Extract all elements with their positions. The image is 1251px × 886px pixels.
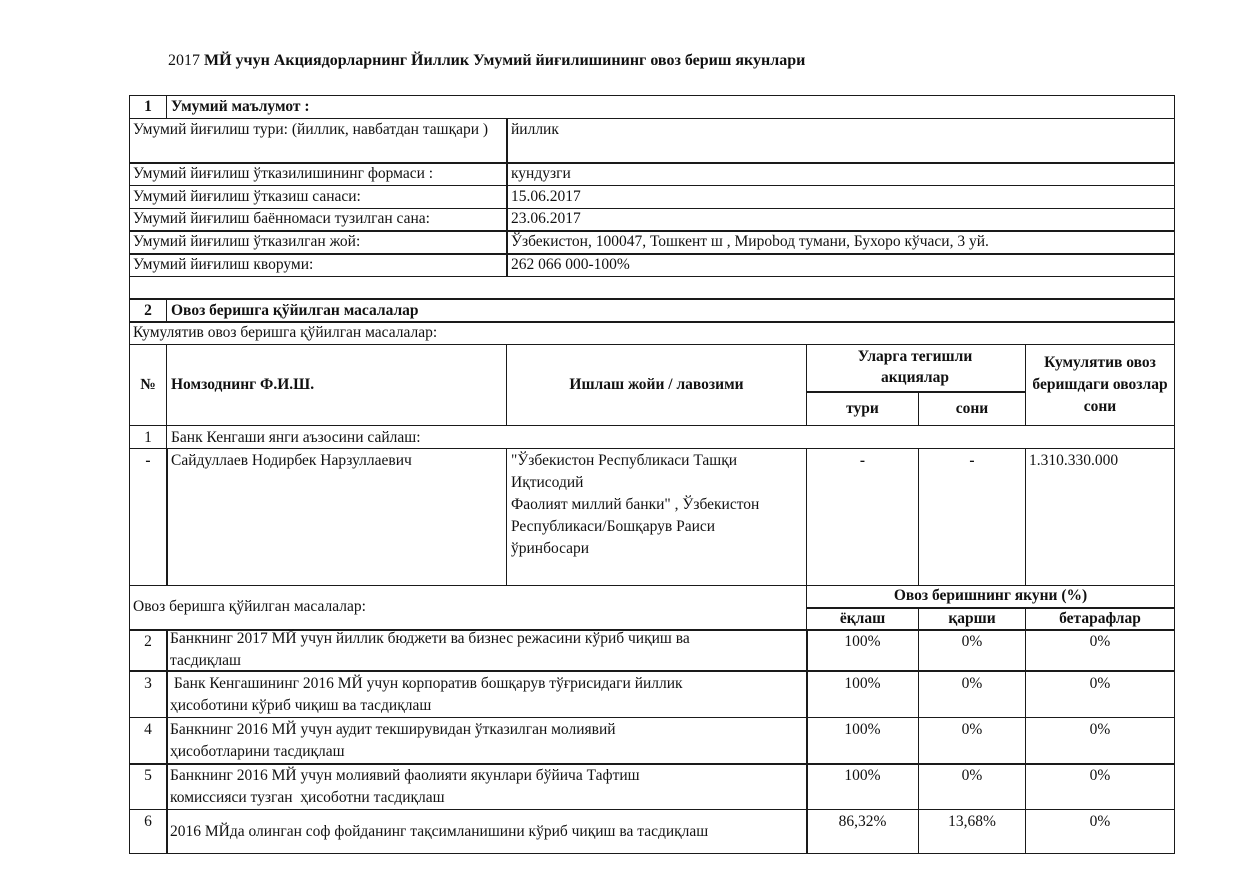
section2-number: 2 bbox=[144, 302, 152, 319]
issue-abstain: 0% bbox=[1089, 767, 1111, 784]
section1-number: 1 bbox=[144, 98, 152, 115]
issue-text-line: ҳисоботларини тасдиқлаш bbox=[170, 743, 345, 760]
divider bbox=[129, 276, 1175, 277]
candidate-shares-count: - bbox=[969, 452, 975, 469]
info-label: Умумий йиғилиш тури: (йиллик, навбатдан ташқари ) bbox=[133, 121, 489, 138]
divider bbox=[129, 425, 1175, 426]
issues-label: Овоз беришга қўйилган масалалар: bbox=[133, 598, 366, 615]
divider bbox=[129, 670, 1175, 672]
divider bbox=[166, 630, 168, 854]
issue-abstain: 0% bbox=[1089, 633, 1111, 650]
issue-against: 0% bbox=[961, 675, 983, 692]
issue-against: 13,68% bbox=[948, 813, 996, 830]
info-value: йиллик bbox=[511, 121, 559, 138]
header-shares-count: сони bbox=[955, 400, 989, 417]
divider bbox=[806, 391, 1026, 393]
candidate-votes: 1.310.330.000 bbox=[1029, 452, 1119, 469]
workplace-line: Республикаси/Бошқарув Раиси bbox=[511, 518, 716, 535]
issue-for: 86,32% bbox=[838, 813, 887, 830]
header-shares-group: Уларга тегишли акциялар bbox=[857, 348, 973, 386]
results-header: Овоз беришнинг якуни (%) bbox=[893, 587, 1088, 604]
results-col-against: қарши bbox=[948, 610, 996, 627]
issue-abstain: 0% bbox=[1089, 675, 1111, 692]
divider bbox=[166, 426, 167, 448]
issue-number: 3 bbox=[144, 675, 152, 692]
header-number: № bbox=[140, 376, 156, 393]
divider bbox=[166, 448, 168, 585]
info-value: Ўзбекистон, 100047, Тошкент ш , Мирobод тумани, Бухоро кўчаси, 3 уй. bbox=[511, 233, 989, 250]
issue-against: 0% bbox=[961, 767, 983, 784]
info-label: Умумий йиғилиш ўтказиш санаси: bbox=[133, 188, 361, 205]
results-col-for: ёқлаш bbox=[839, 610, 886, 627]
candidate-name: Сайдуллаев Нодирбек Нарзуллаевич bbox=[171, 452, 412, 469]
candidate-workplace bbox=[511, 450, 806, 560]
divider bbox=[129, 448, 1175, 449]
header-shares-type: тури bbox=[846, 400, 879, 417]
issue-text-line: Банкнинг 2017 МЙ учун йиллик бюджети ва бизнес режасини кўриб чиқиш ва bbox=[170, 630, 690, 647]
divider bbox=[129, 344, 1175, 345]
issue-text-line: тасдиқлаш bbox=[170, 652, 241, 669]
title-text: МЙ учун Акциядорларнинг Йиллик Умумий йиғилишининг овоз бериш якунлари bbox=[204, 52, 806, 69]
workplace-line: "Ўзбекистон Республикаси Ташқи bbox=[511, 452, 738, 469]
election-label: Банк Кенгаши янги аъзосини сайлаш: bbox=[171, 429, 421, 446]
title-year: 2017 bbox=[168, 52, 200, 69]
info-value: 262 066 000-100% bbox=[511, 256, 630, 273]
candidate-marker: - bbox=[145, 452, 151, 469]
info-value: 15.06.2017 bbox=[511, 188, 581, 205]
issue-for: 100% bbox=[844, 767, 881, 784]
issue-text-line: Банкнинг 2016 МЙ учун молиявий фаолияти якунлари бўйича Тафтиш bbox=[170, 767, 640, 784]
issue-for: 100% bbox=[844, 633, 881, 650]
issue-abstain: 0% bbox=[1089, 721, 1111, 738]
issue-for: 100% bbox=[844, 721, 881, 738]
info-label: Умумий йиғилиш ўтказилишининг формаси : bbox=[133, 165, 434, 182]
divider bbox=[166, 299, 167, 322]
election-number: 1 bbox=[144, 429, 152, 446]
issue-text-line: Банкнинг 2016 МЙ учун аудит текширувидан ўтказилган молиявий bbox=[170, 721, 616, 738]
header-name: Номзоднинг Ф.И.Ш. bbox=[171, 376, 315, 393]
divider bbox=[506, 448, 507, 585]
header-cumulative-votes: Кумулятив овоз беришдаги овозлар сони bbox=[1032, 354, 1168, 415]
issue-against: 0% bbox=[961, 633, 983, 650]
workplace-line: ўринбосари bbox=[511, 540, 590, 557]
info-label: Умумий йиғилиш баённомаси тузилган сана: bbox=[133, 210, 430, 227]
info-label: Умумий йиғилиш ўтказилган жой: bbox=[133, 233, 361, 250]
workplace-line: Фаолият миллий банки" , Ўзбекистон bbox=[511, 496, 760, 513]
issue-number: 6 bbox=[144, 813, 152, 830]
issue-number: 4 bbox=[144, 721, 152, 738]
issue-abstain: 0% bbox=[1089, 813, 1111, 830]
divider bbox=[129, 717, 1175, 718]
issue-text-line: Банк Кенгашининг 2016 МЙ учун корпоратив бошқарув тўғрисидаги йиллик bbox=[170, 675, 683, 692]
divider bbox=[166, 95, 167, 118]
divider bbox=[1025, 344, 1026, 425]
workplace-line: Иқтисодий bbox=[511, 474, 584, 491]
issue-for: 100% bbox=[844, 675, 881, 692]
section2-heading: Овоз беришга қўйилган масалалар bbox=[171, 302, 419, 319]
header-workplace: Ишлаш жойи / лавозими bbox=[569, 376, 744, 393]
page-title bbox=[168, 52, 805, 70]
issue-number: 5 bbox=[144, 767, 152, 784]
issue-against: 0% bbox=[961, 721, 983, 738]
issue-text-line: комиссияси тузган ҳисоботни тасдиқлаш bbox=[170, 789, 445, 806]
info-label: Умумий йиғилиш кворуми: bbox=[133, 256, 314, 273]
table-border-bottom bbox=[129, 853, 1175, 854]
issue-number: 2 bbox=[144, 633, 152, 650]
results-col-abstain: бетарафлар bbox=[1059, 610, 1141, 627]
cumulative-label: Кумулятив овоз беришга қўйилган масалалар: bbox=[133, 324, 438, 341]
candidate-shares-type: - bbox=[859, 452, 866, 469]
divider bbox=[166, 344, 167, 425]
section1-heading: Умумий маълумот : bbox=[171, 98, 310, 115]
info-value: 23.06.2017 bbox=[511, 210, 581, 227]
divider bbox=[1025, 448, 1026, 585]
issue-text-line: ҳисоботини кўриб чиқиш ва тасдиқлаш bbox=[170, 697, 432, 714]
info-value: кундузги bbox=[511, 165, 571, 182]
divider bbox=[129, 809, 1175, 810]
issue-text-line: 2016 МЙда олинган соф фойданинг тақсимланишини кўриб чиқиш ва тасдиқлаш bbox=[170, 823, 709, 840]
